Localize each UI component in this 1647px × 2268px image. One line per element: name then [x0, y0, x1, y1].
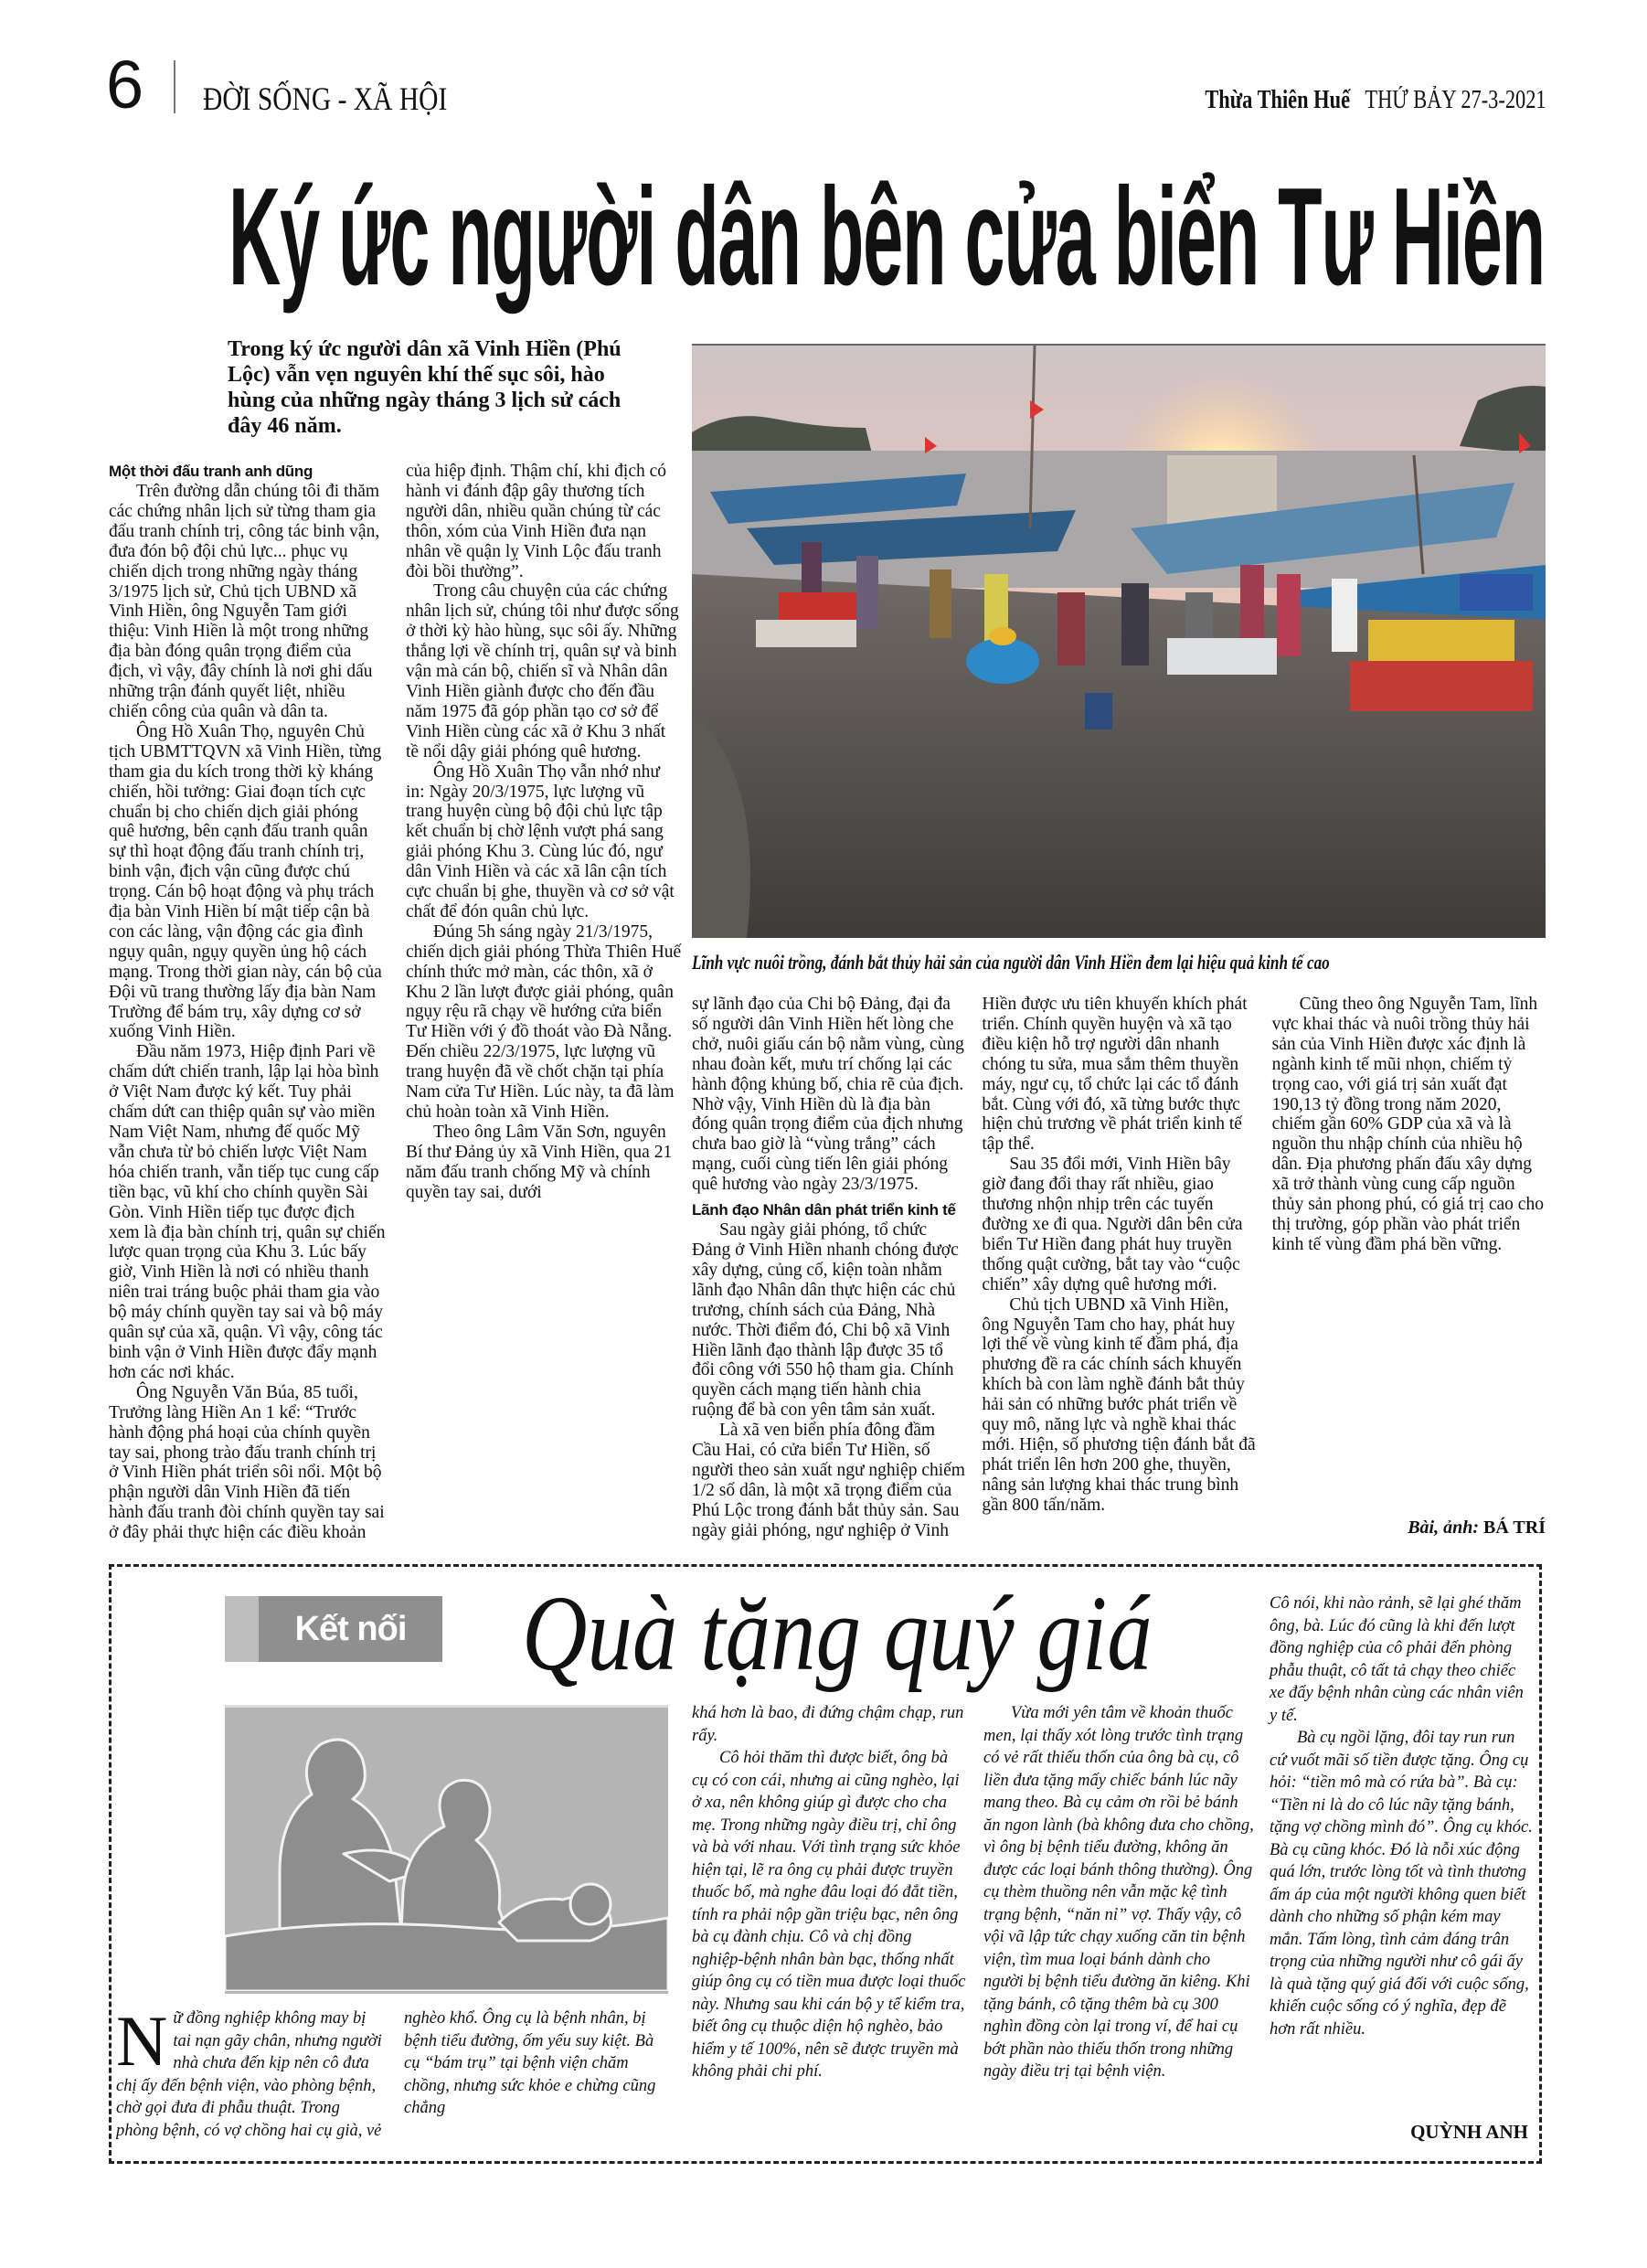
article-body-part2	[692, 995, 1546, 1547]
page-number: 6	[106, 47, 144, 122]
feature-author: QUỲNH ANH	[1410, 2121, 1528, 2143]
publication-name: Thừa Thiên Huế	[1205, 86, 1351, 114]
opening-text: ữ đồng nghiệp không may bị tai nạn gãy chân, nhưng người nhà chưa đến kịp nên cô đưa chị ấy đến bệnh viện, vào phòng bệnh, chờ gọi đưa đi phẫu thuật. Trong phòng bệnh, có vợ chồng hai cụ già, vẻ nghèo khổ. Ông cụ là bệnh nhân, bị bệnh tiểu đường, ốm yếu suy kiệt. Bà cụ “bám trụ” tại bệnh viện chăm chồng, nhưng sức khỏe e chừng cũng chẳng	[116, 2009, 656, 2140]
section-name: ĐỜI SỐNG - XÃ HỘI	[203, 80, 448, 117]
feature-opening	[116, 2007, 670, 2150]
fishing-harbor-photo	[692, 346, 1546, 938]
feature-illustration	[225, 1705, 668, 1994]
paragraph: Là xã ven biển phía đông đầm Cầu Hai, có cửa biển Tư Hiền, số người theo sản xuất ngư nghiệp chiếm 1/2 số dân, là một xã trọng điểm của Phú Lộc trong đánh bắt thủy sản. Sau ngày giải phóng, ngư nghiệp ở Vinh Hiền được ưu tiên khuyến khích phát triển. Chính quyền huyện và xã tạo điều kiện hỗ trợ người dân nhanh chóng tu sửa, mua sắm thêm thuyền máy, ngư cụ, tổ chức lại các tổ đánh bắt. Cùng với đó, xã từng bước thực hiện chủ trương về phát triển kinh tế tập thể.	[692, 995, 1248, 1540]
paragraph: Cô hỏi thăm thì được biết, ông bà cụ có con cái, nhưng ai cũng nghèo, lại ở xa, nên không giúp gì được cho cha mẹ. Trong những ngày điều trị, chỉ ông và bà với nhau. Với tình trạng sức khỏe hiện tại, lẽ ra ông cụ phải được truyền thuốc bổ, mà nghe đâu loại đó đắt tiền, tính ra phải nộp gần triệu bạc, nên ông bà cụ đành chịu. Cô và chị đồng nghiệp-bệnh nhân bàn bạc, thống nhất giúp ông cụ có tiền mua được loại thuốc này. Nhưng sau khi cán bộ y tế kiểm tra, biết ông cụ thuộc diện hộ nghèo, bảo hiểm y tế 100%, nên sẽ được truyền mà không phải chi phí.	[692, 1749, 966, 2081]
column-badge	[225, 1596, 442, 1662]
paragraph: Cũng theo ông Nguyễn Tam, lĩnh vực khai thác và nuôi trồng thủy hải sản của Vinh Hiền được xác định là ngành kinh tế mũi nhọn, chiếm tỷ trọng cao, với giá trị sản xuất đạt 190,13 tỷ đồng trong năm 2020, chiếm gần 60% GDP của xã và là nguồn thu nhập chính của nhiều hộ dân. Địa phương phấn đấu xây dựng xã trở thành vùng cung cấp nguồn thủy sản phong phú, có giá trị cao cho thị trường, góp phần vào phát triển kinh tế vùng đầm phá bền vững.	[1271, 995, 1544, 1254]
paragraph: Bà cụ ngồi lặng, đôi tay run run cứ vuốt mãi số tiền được tặng. Ông cụ hỏi: “tiền mô mà có rứa bà”. Bà cụ: “Tiền ni là do cô lúc nãy tặng bánh, tặng vợ chồng mình đó”. Ông cụ khóc. Bà cụ cũng khóc. Đó là nỗi xúc động quá lớn, trước lòng tốt và tình thương ấm áp của một người không quen biết dành cho những số phận kém may mắn. Tấm lòng, tình cảm đáng trân trọng của những người như cô gái ấy là quà tặng quý giá đối với cuộc sống, khiến cuộc sống có ý nghĩa, đẹp đẽ hơn rất nhiều.	[1270, 1729, 1533, 2039]
subhead-struggle: Một thời đấu tranh anh dũng	[109, 463, 313, 480]
paragraph: Đầu năm 1973, Hiệp định Pari về chấm dứt chiến tranh, lập lại hòa bình ở Việt Nam được ký kết. Tuy phải chấm dứt can thiệp quân sự vào miền Nam Việt Nam, nhưng đế quốc Mỹ vẫn chưa từ bỏ chiến lược Việt Nam hóa chiến tranh, vẫn tiếp tục cung cấp tiền bạc, vũ khí cho chính quyền Sài Gòn. Vinh Hiền tiếp tục được địch xem là địa bàn chính trị, quân sự chiến lược quan trọng của Khu 3. Lúc bấy giờ, Vinh Hiền là nơi có nhiều thanh niên trai tráng buộc phải tham gia vào bộ máy chính quyền tay sai và bộ máy quân sự của xã, quận. Vì vậy, công tác binh vận ở Vinh Hiền được đẩy mạnh hơn các nơi khác.	[109, 1042, 386, 1382]
issue-date: THỨ BẢY 27-3-2021	[1365, 86, 1546, 114]
header-divider	[174, 60, 175, 113]
paragraph: Sau ngày giải phóng, tổ chức Đảng ở Vinh Hiền nhanh chóng được xây dựng, củng cố, kiện toàn nhằm lãnh đạo Nhân dân thực hiện các chủ trương, chính sách của Đảng, Nhà nước. Thời điểm đó, Chi bộ xã Vinh Hiền lãnh đạo thành lập được 35 tổ đổi công với 550 hộ tham gia. Chính quyền cách mạng tiến hành chia ruộng để bà con yên tâm sản xuất.	[692, 1220, 959, 1421]
paragraph: Ông Hồ Xuân Thọ vẫn nhớ như in: Ngày 20/3/1975, lực lượng vũ trang huyện cùng bộ đội chủ lực tập kết chuẩn bị chờ lệnh vượt phá sang giải phóng Khu 3. Cùng lúc đó, ngư dân Vinh Hiền và các xã lân cận tích cực chuẩn bị ghe, thuyền và cơ sở vật chất để đón quân chủ lực.	[406, 761, 675, 921]
feature-column-2	[692, 1702, 966, 2150]
paragraph: Sau 35 đổi mới, Vinh Hiền bây giờ đang đổi thay rất nhiều, giao thương nhộn nhịp trên các tuyến đường xe đi qua. Người dân bên cửa biển Tư Hiền đang phát huy truyền thống quật cường, bắt tay vào “cuộc chiến” xây dựng quê hương mới.	[982, 1155, 1243, 1294]
opening-continued: khá hơn là bao, đi đứng chậm chạp, run rẩy.	[692, 1704, 964, 1745]
hospital-scene-illustration	[225, 1708, 668, 1991]
article-lead: Trong ký ức người dân xã Vinh Hiền (Phú Lộc) vẫn vẹn nguyên khí thế sục sôi, hào hùng của những ngày tháng 3 lịch sử cách đây 46 năm.	[228, 337, 622, 438]
subhead-economy: Lãnh đạo Nhân dân phát triển kinh tế	[692, 1201, 956, 1219]
paragraph: Vừa mới yên tâm về khoản thuốc men, lại thấy xót lòng trước tình trạng có vẻ rất thiếu thốn của ông bà cụ, cô liền đưa tặng mấy chiếc bánh lúc nãy mang theo. Bà cụ cảm ơn rồi bẻ bánh ăn ngon lành (bà không đưa cho chồng, vì ông bị bệnh tiểu đường, không ăn được các loại bánh thông thường). Ông cụ thèm thuồng nên vẫn mặc kệ tình trạng bệnh, “năn nỉ” vợ. Thấy vậy, cô vội vã lập tức chạy xuống căn tin bệnh viện, tìm mua loại bánh dành cho người bị bệnh tiểu đường ăn kiêng. Khi tặng bánh, cô tặng thêm bà cụ 300 nghìn đồng còn lại trong ví, để hai cụ bớt phần nào thiếu thốn trong những ngày điều trị tại bệnh viện.	[983, 1704, 1254, 2081]
article-photo	[692, 344, 1546, 938]
paragraph: Đúng 5h sáng ngày 21/3/1975, chiến dịch giải phóng Thừa Thiên Huế chính thức mở màn, các thôn, xã ở Khu 2 lần lượt được giải phóng, quân ngụy rệu rã chạy về hướng cửa biển Tư Hiền với ý đồ thoát vào Đà Nẵng. Đến chiều 22/3/1975, lực lượng vũ trang huyện đã về chốt chặn tại phía Nam cửa Tư Hiền. Lúc này, ta đã làm chủ hoàn toàn xã Vinh Hiền.	[406, 921, 682, 1122]
feature-column-3	[983, 1702, 1254, 2150]
byline-name: BÁ TRÍ	[1483, 1517, 1546, 1538]
paragraph: Theo ông Lâm Văn Sơn, nguyên Bí thư Đảng ủy xã Vinh Hiền, qua 21 năm đấu tranh chống Mỹ và chính quyền tay sai, dưới	[406, 1122, 673, 1202]
column-badge-label: Kết nối	[259, 1596, 442, 1662]
paragraph-continued: sự lãnh đạo của Chi bộ Đảng, đại đa số người dân Vinh Hiền hết lòng che chở, nuôi giấu cán bộ nằm vùng, cùng nhau đoàn kết, mưu trí chống lại các hành động khủng bố, chia rẽ của địch. Nhờ vậy, Vinh Hiền dù là địa bàn đóng quân trọng điểm của địch nhưng chưa bao giờ là “vùng trắng” cách mạng, cuối cùng tiến lên giải phóng quê hương vào ngày 23/3/1975.	[692, 995, 964, 1195]
masthead-info	[1206, 88, 1546, 113]
drop-cap: N	[116, 2007, 168, 2081]
paragraph: Cô nói, khi nào rảnh, sẽ lại ghé thăm ông, bà. Lúc đó cũng là khi đến lượt đồng nghiệp của cô phải đến phòng phẫu thuật, cô tất tả chạy theo chiếc xe đẩy bệnh nhân cùng các nhân viên y tế.	[1270, 1594, 1524, 1725]
feature-column-4	[1270, 1592, 1535, 2114]
feature-headline: Quà tặng quý giá	[522, 1573, 1153, 1693]
paragraph: Ông Nguyễn Văn Búa, 85 tuổi, Trưởng làng Hiền An 1 kể: “Trước hành động phá hoại của chính quyền tay sai, phong trào đấu tranh chính trị ở Vinh Hiền phát triển sôi nổi. Một bộ phận người dân Vinh Hiền đã tiến hành đấu tranh đòi chính quyền tay sai ở đây phải thực hiện các điều khoản của hiệp định. Thậm chí, khi địch có hành vi đánh đập gây thương tích người dân, nhiều quần chúng từ các thôn, xóm của Vinh Hiền đưa nạn nhân về quận lỵ Vinh Lộc đấu tranh đòi bồi thường”.	[109, 462, 667, 1543]
byline-label: Bài, ảnh:	[1408, 1517, 1479, 1538]
photo-caption: Lĩnh vực nuôi trồng, đánh bắt thủy hải sản của người dân Vinh Hiền đem lại hiệu quả kinh tế cao	[692, 951, 1330, 974]
article-byline	[1408, 1517, 1546, 1539]
article-headline: Ký ức người dân bên cửa biển Tư Hiền	[228, 159, 1546, 314]
article-body-part1	[109, 462, 683, 1549]
paragraph: Trong câu chuyện của các chứng nhân lịch sử, chúng tôi như được sống ở thời kỳ hào hùng, sục sôi ấy. Những thắng lợi về chính trị, quân sự và binh vận mà cán bộ, chiến sĩ và Nhân dân Vinh Hiền giành được cho đến đầu năm 1975 đã góp phần tạo cơ sở để Vinh Hiền cùng các xã ở Khu 3 nhất tề nổi dậy giải phóng quê hương.	[406, 581, 679, 761]
paragraph: Trên đường dẫn chúng tôi đi thăm các chứng nhân lịch sử từng tham gia đấu tranh chính trị, công tác binh vận, đưa đón bộ đội chủ lực... phục vụ chiến dịch trong những ngày tháng 3/1975 lịch sử, Chủ tịch UBND xã Vinh Hiền, ông Nguyễn Tam giới thiệu: Vinh Hiền là một trong những địa bàn đóng quân trọng điểm của địch, vì vậy, đây chính là nơi ghi dấu những trận đánh quyết liệt, nhiều chiến công của quân và dân ta.	[109, 482, 380, 721]
paragraph: Chủ tịch UBND xã Vinh Hiền, ông Nguyễn Tam cho hay, phát huy lợi thế về vùng kinh tế đầm phá, địa phương đề ra các chính sách khuyến khích bà con làm nghề đánh bắt thủy hải sản có những bước phát triển về quy mô, năng lực và nghề khai thác mới. Hiện, số phương tiện đánh bắt đã phát triển lên hơn 200 ghe, thuyền, nâng sản lượng khai thác trung bình gần 800 tấn/năm.	[982, 1294, 1256, 1515]
paragraph: Ông Hồ Xuân Thọ, nguyên Chủ tịch UBMTTQVN xã Vinh Hiền, từng tham gia du kích trong thời kỳ kháng chiến, hồi tưởng: Giai đoạn tích cực chuẩn bị cho chiến dịch giải phóng quê hương, bên cạnh đấu tranh quân sự thì hoạt động đấu tranh chính trị, binh vận, địch vận cũng được chú trọng. Cán bộ hoạt động và phụ trách địa bàn Vinh Hiền bí mật tiếp cận bà con các làng, vận động các gia đình ngụy quân, ngụy quyền ủng hộ cách mạng. Trong thời gian này, cán bộ của Đội vũ trang thường lấy địa bàn Nam Trường để bám trụ, xây dựng cơ sở xuống Vinh Hiền.	[109, 721, 382, 1042]
